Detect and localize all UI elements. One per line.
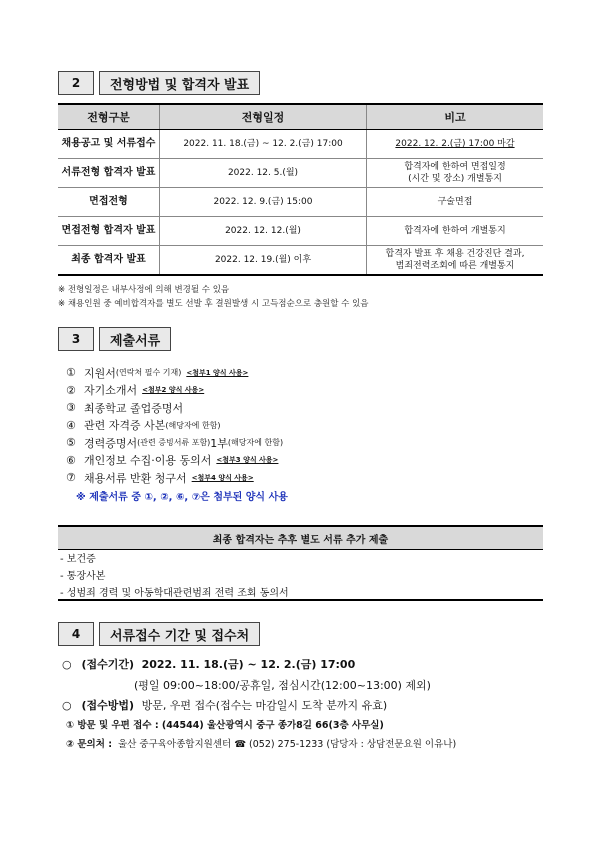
reception-period xyxy=(62,656,355,672)
item-count: 1부 xyxy=(210,436,228,450)
section-title: 서류접수 기간 및 접수처 xyxy=(99,622,260,646)
cell-type: 면접전형 xyxy=(58,188,160,217)
final-docs-list xyxy=(60,549,289,600)
list-item xyxy=(66,417,288,435)
method-value: 방문, 우편 접수(접수는 마감일시 도착 분까지 유효) xyxy=(141,699,388,712)
divider xyxy=(58,599,543,601)
contact-label: ② 문의처 : xyxy=(66,739,112,750)
period-label: (접수기간) xyxy=(81,658,135,671)
item-note: (관련 증빙서류 포함) xyxy=(137,438,211,448)
item-text: 자기소개서 xyxy=(84,384,138,398)
item-text: 채용서류 반환 청구서 xyxy=(84,471,187,485)
item-number: ③ xyxy=(66,401,76,415)
section-number: 4 xyxy=(58,622,94,646)
section-3-header xyxy=(58,327,171,351)
cell-schedule: 2022. 12. 9.(금) 15:00 xyxy=(160,188,367,217)
column-header: 전형구분 xyxy=(58,104,160,130)
item-number: ① xyxy=(66,366,76,380)
list-item xyxy=(66,469,288,487)
cell-type: 서류전형 합격자 발표 xyxy=(58,159,160,188)
section-title: 전형방법 및 합격자 발표 xyxy=(99,71,260,95)
cell-schedule: 2022. 12. 12.(월) xyxy=(160,217,367,246)
item-number: ⑥ xyxy=(66,453,76,467)
section-number: 2 xyxy=(58,71,94,95)
list-item: - 성범죄 경력 및 아동학대관련범죄 전력 조회 동의서 xyxy=(60,588,289,599)
item-number: ② xyxy=(66,383,76,397)
table-header-row xyxy=(58,104,543,130)
item-note: (해당자에 한함) xyxy=(165,420,221,430)
attachment-note: <첨부2 양식 사용> xyxy=(142,386,205,395)
list-item xyxy=(66,452,288,470)
list-item xyxy=(66,434,288,452)
method-label: (접수방법) xyxy=(81,699,135,712)
item-text: 관련 자격증 사본 xyxy=(84,419,166,433)
reception-period-detail: (평일 09:00~18:00/공휴일, 점심시간(12:00~13:00) 제외) xyxy=(134,679,431,692)
section-title: 제출서류 xyxy=(99,327,171,351)
cell-note xyxy=(367,246,544,276)
period-value: 2022. 11. 18.(금) ~ 12. 2.(금) 17:00 xyxy=(141,658,356,671)
reception-visit: ① 방문 및 우편 접수 : (44544) 울산광역시 중구 종가8길 66(3층 사무실) xyxy=(66,720,384,731)
list-item xyxy=(66,364,288,382)
list-item: - 보건증 xyxy=(60,554,96,565)
item-text: 경력증명서 xyxy=(84,436,138,450)
cell-type: 최종 합격자 발표 xyxy=(58,246,160,276)
schedule-note: ※ 채용인원 중 예비합격자를 별도 선발 후 결원발생 시 고득점순으로 충원할 수 있음 xyxy=(58,299,369,309)
list-item: - 통장사본 xyxy=(60,571,106,582)
cell-note xyxy=(367,188,544,217)
schedule-table xyxy=(58,103,543,276)
bullet-icon: ○ xyxy=(62,699,72,712)
attachment-note: <첨부3 양식 사용> xyxy=(216,456,279,465)
attachment-note: <첨부4 양식 사용> xyxy=(191,473,254,482)
table-row xyxy=(58,246,543,276)
contact-value: 울산 중구육아종합지원센터 ☎ (052) 275-1233 (담당자 : 상담전문요원 이유나) xyxy=(118,739,457,750)
documents-list xyxy=(66,364,288,504)
final-docs-title: 최종 합격자는 추후 별도 서류 추가 제출 xyxy=(58,525,543,550)
cell-schedule: 2022. 11. 18.(금) ~ 12. 2.(금) 17:00 xyxy=(160,130,367,159)
item-text: 개인정보 수집·이용 동의서 xyxy=(84,454,212,468)
item-number: ⑤ xyxy=(66,436,76,450)
list-item xyxy=(66,399,288,417)
column-header: 비고 xyxy=(367,104,544,130)
cell-schedule: 2022. 12. 19.(월) 이후 xyxy=(160,246,367,276)
column-header: 전형일정 xyxy=(160,104,367,130)
cell-note xyxy=(367,130,544,159)
cell-note xyxy=(367,217,544,246)
note-line: (시간 및 장소) 개별통지 xyxy=(408,174,502,184)
cell-note xyxy=(367,159,544,188)
list-item xyxy=(66,382,288,400)
item-note: (연락처 필수 기재) xyxy=(115,368,182,378)
cell-type: 채용공고 및 서류접수 xyxy=(58,130,160,159)
section-2-header xyxy=(58,71,260,95)
section-4-header xyxy=(58,622,260,646)
section-number: 3 xyxy=(58,327,94,351)
item-note: (해당자에 한함) xyxy=(227,438,284,448)
item-text: 최종학교 졸업증명서 xyxy=(84,401,184,415)
reception-contact xyxy=(66,736,456,750)
note-line: 합격자에 한하여 면접일정 xyxy=(404,162,506,172)
item-number: ⑦ xyxy=(66,471,76,485)
cell-schedule: 2022. 12. 5.(월) xyxy=(160,159,367,188)
table-row xyxy=(58,217,543,246)
table-row xyxy=(58,130,543,159)
documents-note: ※ 제출서류 중 ①, ②, ⑥, ⑦은 첨부된 양식 사용 xyxy=(76,491,288,503)
item-number: ④ xyxy=(66,418,76,432)
note-line: 합격자에 한하여 개별통지 xyxy=(404,226,506,236)
attachment-note: <첨부1 양식 사용> xyxy=(186,368,249,377)
bullet-icon: ○ xyxy=(62,658,72,671)
note-line: 범죄전력조회에 따른 개별통지 xyxy=(395,261,515,271)
cell-type: 면접전형 합격자 발표 xyxy=(58,217,160,246)
reception-method xyxy=(62,697,387,713)
list-item xyxy=(66,487,288,505)
note-line: 2022. 12. 2.(금) 17:00 마감 xyxy=(395,139,515,149)
note-line: 합격자 발표 후 채용 건강진단 결과, xyxy=(385,249,525,259)
table-row xyxy=(58,159,543,188)
table-row xyxy=(58,188,543,217)
item-text: 지원서 xyxy=(84,366,116,380)
schedule-note: ※ 전형일정은 내부사정에 의해 변경될 수 있음 xyxy=(58,285,230,295)
note-line: 구술면접 xyxy=(437,197,473,207)
